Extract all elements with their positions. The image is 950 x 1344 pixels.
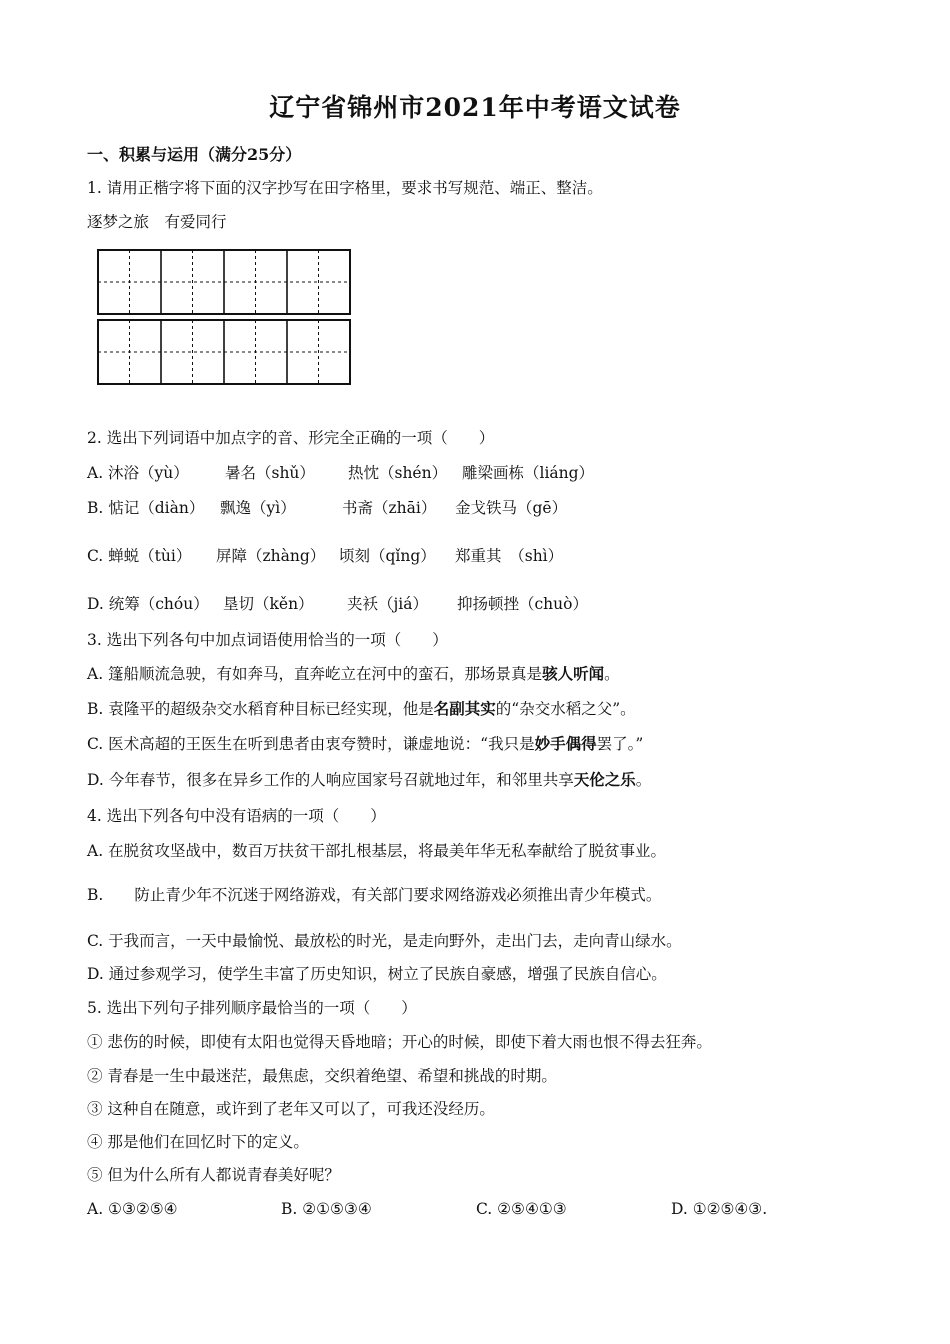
q4-option-d: D. 通过参观学习，使学生丰富了历史知识，树立了民族自豪感，增强了民族自信心。 [87,965,667,983]
q3-option-a: A. 篷船顺流急驶，有如奔马，直奔屹立在河中的蛮石，那场景真是骇人听闻。 [87,665,620,683]
q2-option-c: C. 蝉蜕（tùi） 屏障（zhàng） 顷刻（qǐng） 郑重其 （shì） [87,547,564,565]
q5-sentence-4: ④ 那是他们在回忆时下的定义。 [87,1133,309,1151]
q2-stem: 2. 选出下列词语中加点字的音、形完全正确的一项（ ） [87,429,495,447]
q4-option-a: A. 在脱贫攻坚战中，数百万扶贫干部扎根基层，将最美年华无私奉献给了脱贫事业。 [87,842,667,860]
q3-option-c: C. 医术高超的王医生在听到患者由衷夸赞时，谦虚地说：“我只是妙手偶得罢了。” [87,735,644,753]
q5-sentence-5: ⑤ 但为什么所有人都说青春美好呢？ [87,1166,340,1184]
q5-options [87,1199,767,1219]
q5-option-b: B. ②①⑤③④ [281,1200,372,1218]
q5-option-d: D. ①②⑤④③. [671,1200,768,1218]
q4-option-b: B. 防止青少年不沉迷于网络游戏，有关部门要求网络游戏必须推出青少年模式。 [87,886,662,904]
q3-option-d: D. 今年春节，很多在异乡工作的人响应国家号召就地过年，和邻里共享天伦之乐。 [87,771,652,789]
q5-sentence-1: ① 悲伤的时候，即使有太阳也觉得天昏地暗；开心的时候，即使下着大雨也恨不得去狂奔。 [87,1033,712,1051]
q4-stem: 4. 选出下列各句中没有语病的一项（ ） [87,807,386,825]
q5-sentence-2: ② 青春是一生中最迷茫，最焦虑，交织着绝望、希望和挑战的时期。 [87,1067,557,1085]
dotted-phrase: 骇人听闻 [542,665,605,683]
q3-stem: 3. 选出下列各句中加点词语使用恰当的一项（ ） [87,631,448,649]
dotted-phrase: 妙手偶得 [534,735,597,753]
q3-option-b: B. 袁隆平的超级杂交水稻育种目标已经实现，他是名副其实的“杂交水稻之父”。 [87,700,636,718]
tianzige-grid [96,248,356,386]
dotted-phrase: 名副其实 [433,700,496,718]
q1-stem: 1. 请用正楷字将下面的汉字抄写在田字格里，要求书写规范、端正、整洁。 [87,179,603,197]
dotted-phrase: 天伦之乐 [573,771,636,789]
q4-option-c: C. 于我而言，一天中最愉悦、最放松的时光，是走向野外，走出门去，走向青山绿水。 [87,932,682,950]
q2-option-a: A. 沐浴（yù） 暑名（shǔ） 热忱（shén） 雕梁画栋（liáng） [87,464,595,482]
q5-sentence-3: ③ 这种自在随意，或许到了老年又可以了，可我还没经历。 [87,1100,495,1118]
section-heading: 一、积累与运用（满分25分） [87,145,302,164]
page-title: 辽宁省锦州市2021年中考语文试卷 [269,93,681,122]
q5-option-a: A. ①③②⑤④ [87,1200,178,1218]
q5-option-c: C. ②⑤④①③ [476,1200,567,1218]
q2-option-d: D. 统筹（chóu） 垦切（kěn） 夹袄（jiá） 抑扬顿挫（chuò） [87,595,588,613]
q5-stem: 5. 选出下列句子排列顺序最恰当的一项（ ） [87,999,417,1017]
q1-copy-text: 逐梦之旅 有爱同行 [87,213,227,231]
q2-option-b: B. 惦记（diàn） 飘逸（yì） 书斋（zhāi） 金戈铁马（gē） [87,499,568,517]
